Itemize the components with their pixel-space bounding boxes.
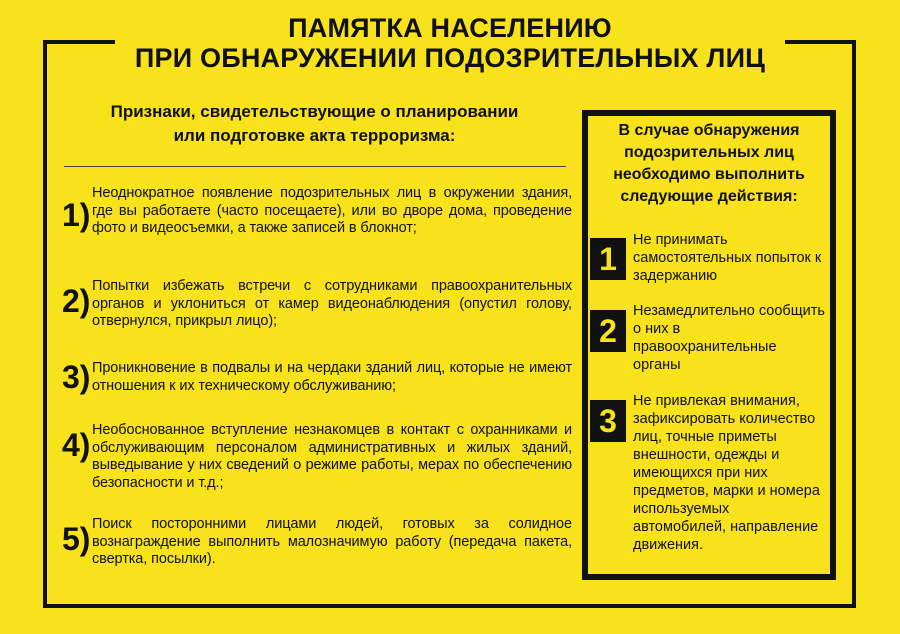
sign-text: Попытки избежать встречи с сотрудниками правоохранительных органов и уклониться от камер видеонаблюдения (опустил голову, отвернулся, прикрыл лицо); [92,278,572,329]
step-text: Не принимать самостоятельных попыток к задержанию [633,232,822,284]
step-number-badge: 1 [590,238,626,280]
sign-number: 4) [62,427,91,463]
actions-heading-line-1: В случае обнаружения [618,122,800,139]
sign-number: 2) [62,283,91,319]
step-text: Не привлекая внимания, зафиксировать количество лиц, точные приметы внешности, одежды и имеющихся при них предметов, марки и номера используемых автомобилей, направление движения. [633,393,820,553]
heading-divider [64,166,566,167]
title-line-2: ПРИ ОБНАРУЖЕНИИ ПОДОЗРИТЕЛЬНЫХ ЛИЦ [134,43,766,73]
actions-heading-line-2: подозрительных лиц [624,144,794,161]
step-text: Незамедлительно сообщить о них в правоохранительные органы [633,303,825,373]
actions-heading [592,120,826,208]
signs-heading [62,100,567,148]
sign-number: 5) [62,521,91,557]
step-number-badge: 3 [590,400,626,442]
step-number-badge: 2 [590,310,626,352]
sign-text: Поиск посторонними лицами людей, готовых за солидное вознаграждение выполнить малозначимую работу (передача пакета, свертка, посылки). [92,516,572,567]
signs-heading-line-1: Признаки, свидетельствующие о планировании [110,102,519,121]
actions-heading-line-4: следующие действия: [620,188,798,205]
sign-number: 3) [62,359,91,395]
sign-text: Необоснованное вступление незнакомцев в контакт с охранниками и обслуживающим персоналом административных и жилых зданий, выведывание у них сведений о режиме работы, мерах по обеспечению безопасности и т.д.; [92,422,572,491]
signs-heading-line-2: или подготовке акта терроризма: [173,126,456,145]
sign-number: 1) [62,197,91,233]
sign-text: Проникновение в подвалы и на чердаки зданий лиц, которые не имеют отношения к их техническому обслуживанию; [92,360,572,394]
sign-text: Неоднократное появление подозрительных лиц в окружении здания, где вы работаете (часто посещаете), или во дворе дома, проведение фото и видеосъемки, а также записей в блокнот; [92,185,572,236]
title-line-1: ПАМЯТКА НАСЕЛЕНИЮ [288,13,612,43]
page-title [100,13,800,73]
actions-heading-line-3: необходимо выполнить [613,166,805,183]
